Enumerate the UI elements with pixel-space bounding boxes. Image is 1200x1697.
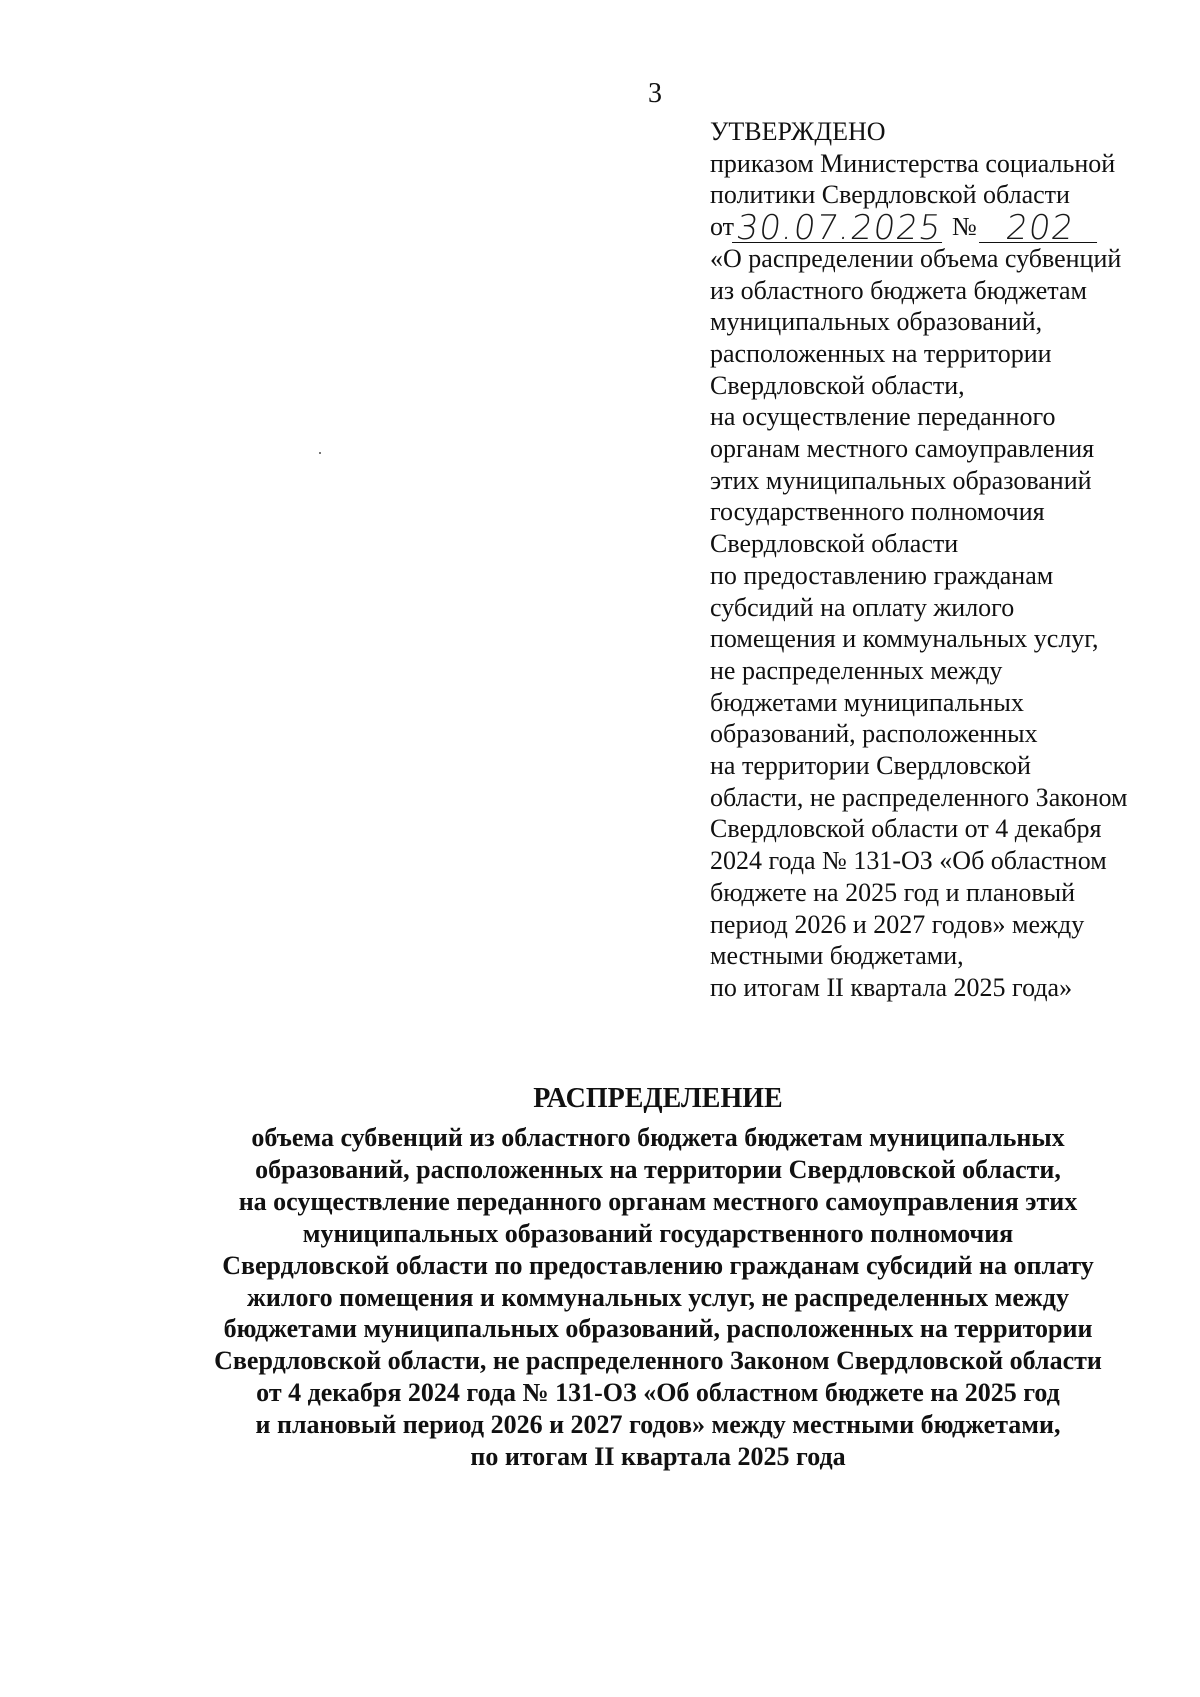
order-title-line: Свердловской области, bbox=[710, 370, 965, 400]
distribution-subtitle-line: от 4 декабря 2024 года № 131-ОЗ «Об областном бюджете на 2025 год bbox=[256, 1378, 1060, 1408]
approval-stamp-block bbox=[710, 116, 1180, 1004]
distribution-subtitle-line: на осуществление переданного органам местного самоуправления этих bbox=[238, 1186, 1078, 1216]
handwritten-order-date: 30.07.2025 bbox=[733, 207, 945, 248]
order-title-line: «О распределении объема субвенций bbox=[710, 243, 1122, 273]
order-title-line: по итогам II квартала 2025 года» bbox=[710, 972, 1073, 1002]
scan-speck bbox=[319, 452, 321, 454]
approval-line: приказом Министерства социальной bbox=[710, 148, 1116, 178]
order-from-label: от bbox=[710, 212, 735, 242]
order-title-line: образований, расположенных bbox=[710, 719, 1038, 749]
order-number-label: № bbox=[952, 212, 977, 242]
distribution-subtitle-line: объема субвенций из областного бюджета бюджетам муниципальных bbox=[251, 1123, 1065, 1152]
order-title-line: Свердловской области от 4 декабря bbox=[710, 814, 1102, 844]
order-title-line: расположенных на территории bbox=[710, 338, 1052, 368]
approval-heading: УТВЕРЖДЕНО bbox=[710, 117, 886, 146]
order-title-line: Свердловской области bbox=[710, 529, 959, 559]
distribution-subtitle-line: Свердловской области по предоставлению гражданам субсидий на оплату bbox=[222, 1250, 1094, 1280]
handwritten-order-number: 202 bbox=[979, 214, 1101, 243]
order-title-line: органам местного самоуправления bbox=[710, 434, 1095, 464]
distribution-subtitle-line: и плановый период 2026 и 2027 годов» между местными бюджетами, bbox=[255, 1410, 1061, 1440]
distribution-subtitle-line: жилого помещения и коммунальных услуг, не распределенных между bbox=[247, 1282, 1069, 1312]
order-title-line: не распределенных между bbox=[710, 655, 1003, 685]
order-date-number-line bbox=[710, 207, 1180, 248]
order-title-line: области, не распределенного Законом bbox=[710, 782, 1128, 812]
order-title-line: по предоставлению гражданам bbox=[710, 560, 1054, 590]
order-title-line: 2024 года № 131-ОЗ «Об областном bbox=[710, 846, 1107, 876]
distribution-subtitle-line: по итогам II квартала 2025 года bbox=[470, 1442, 846, 1472]
order-title-line: на территории Свердловской bbox=[710, 751, 1031, 781]
order-title-line: государственного полномочия bbox=[710, 497, 1045, 527]
order-title-line: из областного бюджета бюджетам bbox=[710, 275, 1087, 305]
order-title bbox=[710, 243, 1180, 1004]
order-title-line: местными бюджетами, bbox=[710, 941, 964, 971]
order-title-line: этих муниципальных образований bbox=[710, 465, 1092, 495]
distribution-subtitle-line: бюджетами муниципальных образований, расположенных на территории bbox=[223, 1314, 1093, 1344]
order-title-line: период 2026 и 2027 годов» между bbox=[710, 909, 1085, 939]
order-title-line: муниципальных образований, bbox=[710, 307, 1043, 337]
page-number: 3 bbox=[648, 78, 662, 109]
distribution-subtitle-line: муниципальных образований государственного полномочия bbox=[302, 1218, 1014, 1248]
order-title-line: на осуществление переданного bbox=[710, 402, 1056, 432]
order-title-line: помещения и коммунальных услуг, bbox=[710, 624, 1099, 654]
approval-line: политики Свердловской области bbox=[710, 180, 1070, 210]
distribution-subtitle-line: Свердловской области, не распределенного Законом Свердловской области bbox=[214, 1346, 1102, 1376]
distribution-subtitle-line: образований, расположенных на территории Свердловской области, bbox=[255, 1154, 1061, 1184]
order-title-line: субсидий на оплату жилого bbox=[710, 592, 1015, 622]
distribution-subtitle bbox=[0, 1122, 1200, 1473]
order-title-line: бюджете на 2025 год и плановый bbox=[710, 877, 1075, 907]
distribution-title: РАСПРЕДЕЛЕНИЕ bbox=[533, 1083, 783, 1114]
order-title-line: бюджетами муниципальных bbox=[710, 687, 1024, 717]
